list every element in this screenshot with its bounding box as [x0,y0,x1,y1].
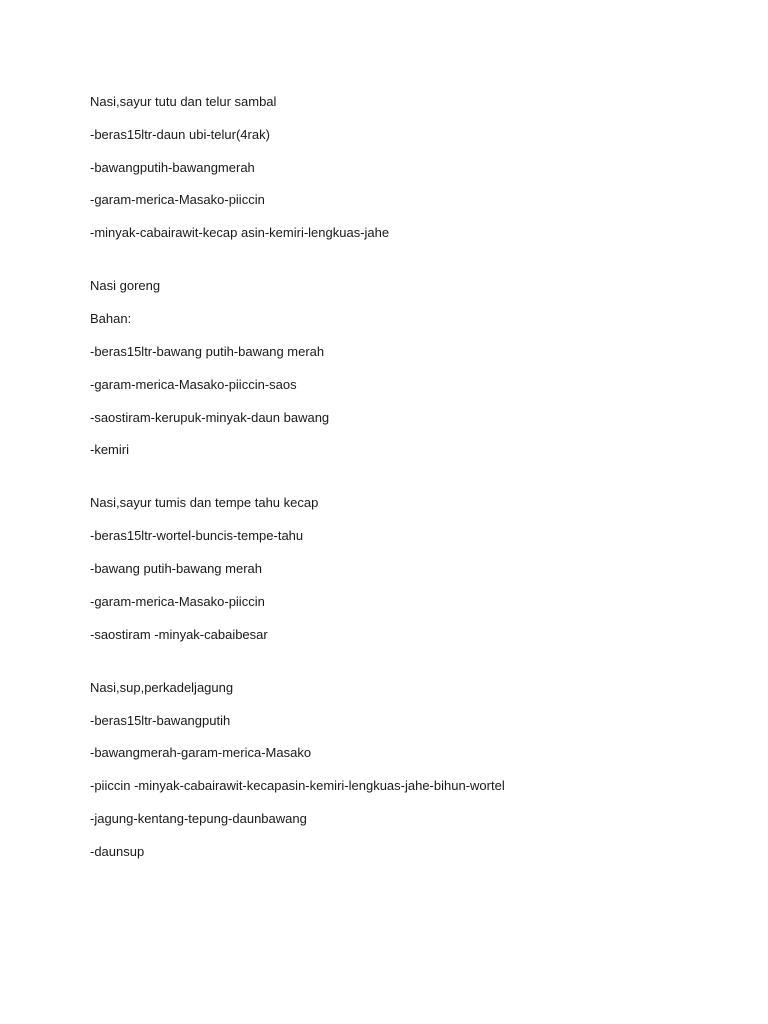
ingredient-line: -garam-merica-Masako-piiccin-saos [90,377,297,392]
ingredient-line: -beras15ltr-bawangputih [90,713,231,728]
ingredient-line: -jagung-kentang-tepung-daunbawang [90,811,307,826]
ingredient-line: -minyak-cabairawit-kecap asin-kemiri-lengkuas-jahe [90,225,390,240]
ingredient-line: -piiccin -minyak-cabairawit-kecapasin-kemiri-lengkuas-jahe-bihun-wortel [90,778,505,793]
ingredient-line: -bawangputih-bawangmerah [90,160,255,175]
ingredient-line: -beras15ltr-bawang putih-bawang merah [90,344,325,359]
ingredient-line: -garam-merica-Masako-piiccin [90,594,265,609]
recipe-title: Nasi,sup,perkadeljagung [90,680,234,695]
ingredient-line: -saostiram -minyak-cabaibesar [90,627,268,642]
ingredient-line: -beras15ltr-wortel-buncis-tempe-tahu [90,528,304,543]
ingredient-line: -beras15ltr-daun ubi-telur(4rak) [90,127,270,142]
ingredient-line: -garam-merica-Masako-piiccin [90,192,265,207]
ingredient-heading: Bahan: [90,311,132,326]
recipe-title: Nasi goreng [90,278,161,293]
ingredient-line: -bawangmerah-garam-merica-Masako [90,745,312,760]
ingredient-line: -daunsup [90,844,145,859]
ingredient-line: -bawang putih-bawang merah [90,561,262,576]
ingredient-line: -saostiram-kerupuk-minyak-daun bawang [90,410,330,425]
recipe-title: Nasi,sayur tumis dan tempe tahu kecap [90,495,319,510]
recipe-title: Nasi,sayur tutu dan telur sambal [90,94,277,109]
ingredient-line: -kemiri [90,442,129,457]
